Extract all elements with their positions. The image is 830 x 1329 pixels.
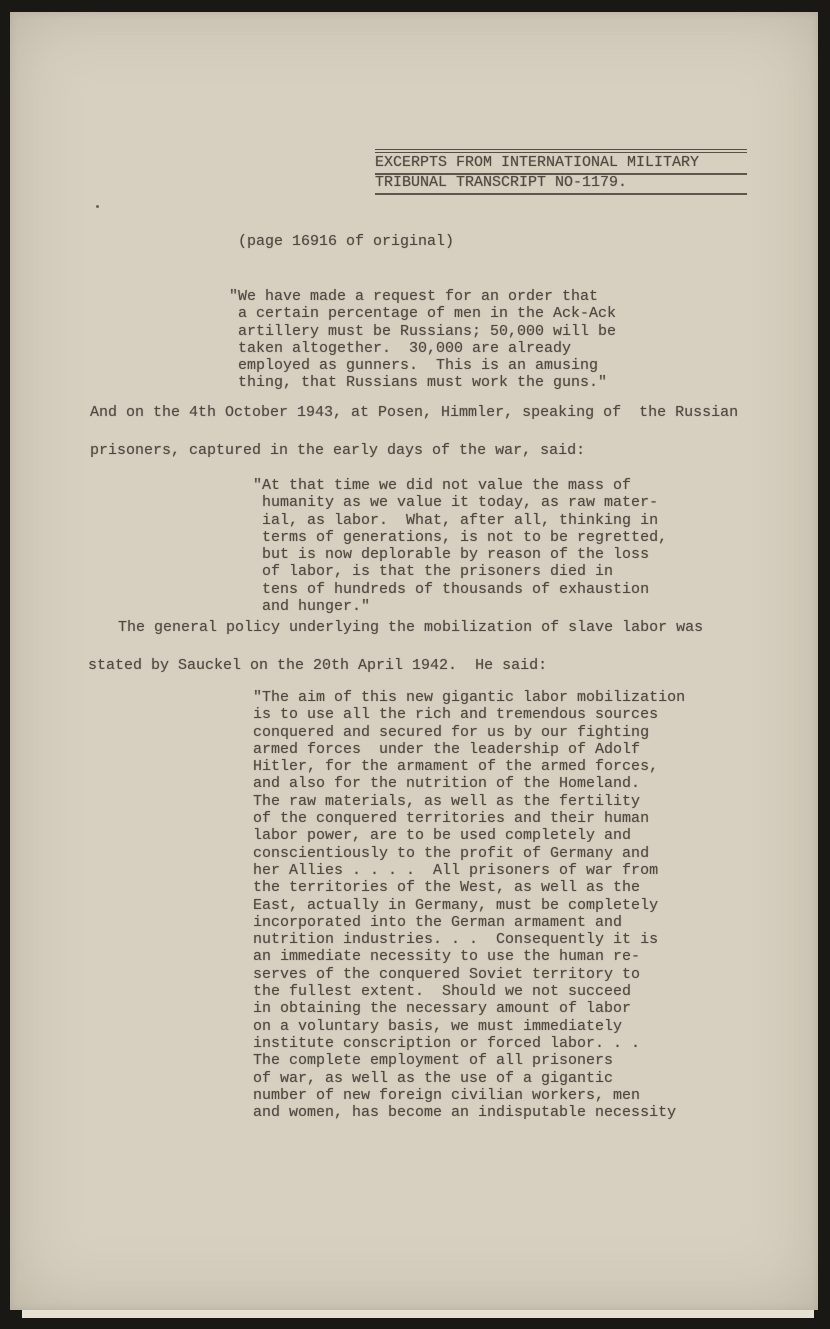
text-line: "We have made a request for an order that [229,288,599,305]
title-line-1: EXCERPTS FROM INTERNATIONAL MILITARY [375,155,747,175]
text-line: Hitler, for the armament of the armed forces, [253,758,659,776]
text-line: on a voluntary basis, we must immediately [253,1017,623,1035]
text-line: humanity as we value it today, as raw mater- [253,494,659,512]
document-title [375,149,747,195]
text-line: The complete employment of all prisoners [253,1052,614,1070]
text-line: conscientiously to the profit of Germany and [253,844,650,862]
text-line: of the conquered territories and their human [253,810,650,828]
title-line-2: TRIBUNAL TRANSCRIPT NO-1179. [375,175,747,195]
text-line: is to use all the rich and tremendous sources [253,706,659,724]
text-line: of war, as well as the use of a gigantic [253,1069,614,1087]
text-line: "The aim of this new gigantic labor mobilization [253,689,686,706]
text-line: a certain percentage of men in the Ack-Ack [229,305,617,323]
text-line: her Allies . . . . All prisoners of war from [253,861,659,879]
text-line: "At that time we did not value the mass of [253,477,632,494]
page-reference: (page 16916 of original) [238,233,455,250]
text-line: serves of the conquered Soviet territory to [253,965,641,983]
ink-speck [96,205,99,208]
text-line: and hunger." [253,598,371,616]
quote-block-2 [253,477,667,615]
text-line: East, actually in Germany, must be completely [253,896,659,914]
text-line: and also for the nutrition of the Homeland. [253,775,641,793]
paragraph-2 [88,618,703,694]
text-line: The general policy underlying the mobilization of slave labor was [118,619,704,636]
text-line: armed forces under the leadership of Adolf [253,740,641,758]
text-line: incorporated into the German armament and [253,913,623,931]
text-line: of labor, is that the prisoners died in [253,563,614,581]
text-line: institute conscription or forced labor. . . [253,1034,641,1052]
text-line: prisoners, captured in the early days of the war, said: [90,442,586,459]
text-line: thing, that Russians must work the guns." [229,374,608,392]
text-line: And on the 4th October 1943, at Posen, Himmler, speaking of the Russian [90,404,739,421]
text-line: nutrition industries. . . Consequently it is [253,931,659,949]
text-line: in obtaining the necessary amount of labor [253,1000,632,1018]
text-line: ial, as labor. What, after all, thinking in [253,511,659,529]
text-line: tens of hundreds of thousands of exhaustion [253,580,650,598]
paragraph-1 [90,403,738,479]
text-line: stated by Sauckel on the 20th April 1942. He said: [88,657,548,674]
document-page [10,12,818,1310]
paper-bottom-edge [22,1310,814,1318]
quote-block-1 [229,288,616,392]
text-line: labor power, are to be used completely and [253,827,632,845]
text-line: employed as gunners. This is an amusing [229,357,599,375]
text-line: the fullest extent. Should we not succeed [253,983,632,1001]
text-line: artillery must be Russians; 50,000 will be [229,322,617,340]
text-line: The raw materials, as well as the fertility [253,792,641,810]
text-line: and women, has become an indisputable necessity [253,1104,677,1122]
text-line: number of new foreign civilian workers, men [253,1086,641,1104]
text-line: the territories of the West, as well as the [253,879,641,897]
text-line: terms of generations, is not to be regretted, [253,528,668,546]
quote-block-3 [253,689,685,1121]
text-line: taken altogether. 30,000 are already [229,339,572,357]
text-line: conquered and secured for us by our fighting [253,723,650,741]
text-line: but is now deplorable by reason of the loss [253,546,650,564]
text-line: an immediate necessity to use the human re- [253,948,641,966]
